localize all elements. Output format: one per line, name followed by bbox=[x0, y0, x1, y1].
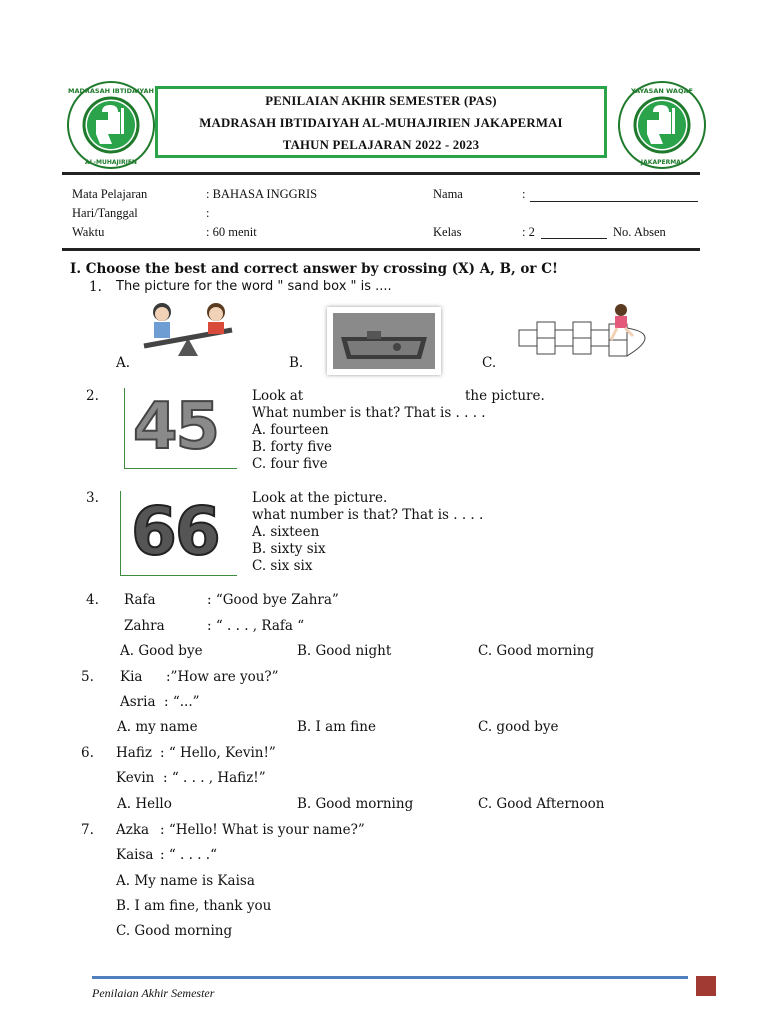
subject-label: Mata Pelajaran bbox=[72, 187, 148, 201]
q1-option-b[interactable]: B. bbox=[289, 355, 304, 371]
q5-option-a[interactable]: A. my name bbox=[117, 719, 198, 735]
class-value: : 2 bbox=[522, 225, 535, 239]
q3-image-number: 66 bbox=[131, 493, 219, 570]
q7-speaker2: Kaisa bbox=[116, 847, 154, 863]
q5-dialog2: : “...” bbox=[164, 694, 200, 710]
q5-speaker1: Kia bbox=[120, 669, 143, 685]
q3-option-c[interactable]: C. six six bbox=[252, 558, 313, 574]
footer-box bbox=[696, 976, 716, 996]
q4-dialog1: : “Good bye Zahra” bbox=[207, 592, 339, 608]
q7-dialog1: : “Hello! What is your name?” bbox=[160, 822, 365, 838]
hopscotch-girl-icon bbox=[513, 300, 673, 368]
madrasah-logo-icon bbox=[66, 80, 156, 170]
name-blank-line[interactable] bbox=[530, 201, 698, 202]
q6-dialog2: : “ . . . , Hafiz!” bbox=[163, 770, 266, 786]
q7-option-c[interactable]: C. Good morning bbox=[116, 923, 233, 939]
name-value: : bbox=[522, 187, 526, 201]
header-line-2: MADRASAH IBTIDAIYAH AL-MUHAJIRIEN JAKAPERMAI bbox=[199, 116, 563, 130]
q7-dialog2: : “ . . . .“ bbox=[160, 847, 217, 863]
q4-speaker2: Zahra bbox=[124, 618, 165, 634]
q5-option-b[interactable]: B. I am fine bbox=[297, 719, 376, 735]
q4-speaker1: Rafa bbox=[124, 592, 156, 608]
subject-value: : BAHASA INGGRIS bbox=[206, 187, 318, 201]
q2-line1a: Look at bbox=[252, 388, 304, 404]
q6-speaker2: Kevin bbox=[116, 770, 155, 786]
absen-label: No. Absen bbox=[613, 225, 666, 239]
q4-number: 4. bbox=[86, 592, 99, 608]
q6-speaker1: Hafiz bbox=[116, 745, 152, 761]
q5-dialog1: :”How are you?” bbox=[166, 669, 279, 685]
q2-number-picture bbox=[124, 388, 237, 469]
q2-option-b[interactable]: B. forty five bbox=[252, 439, 333, 455]
footer-line bbox=[92, 976, 688, 979]
q6-option-b[interactable]: B. Good morning bbox=[297, 796, 414, 812]
q2-question: What number is that? That is . . . . bbox=[252, 405, 486, 421]
q3-line1: Look at the picture. bbox=[252, 490, 388, 506]
seesaw-kids-icon bbox=[138, 298, 238, 362]
left-logo bbox=[66, 80, 156, 174]
footer-text: Penilaian Akhir Semester bbox=[92, 986, 215, 1000]
q6-dialog1: : “ Hello, Kevin!” bbox=[160, 745, 276, 761]
q7-option-a[interactable]: A. My name is Kaisa bbox=[116, 873, 255, 889]
q3-number-picture bbox=[120, 491, 237, 576]
right-logo bbox=[617, 80, 707, 174]
q3-question: what number is that? That is . . . . bbox=[252, 507, 484, 523]
header-line-3: TAHUN PELAJARAN 2022 - 2023 bbox=[282, 138, 480, 152]
q2-option-a[interactable]: A. fourteen bbox=[252, 422, 329, 438]
q5-number: 5. bbox=[81, 669, 94, 685]
svg-text:AL-MUHAJIRIEN: AL-MUHAJIRIEN bbox=[85, 159, 137, 166]
q1-option-a[interactable]: A. bbox=[116, 355, 131, 371]
svg-text:YAYASAN WAQAF: YAYASAN WAQAF bbox=[631, 87, 693, 95]
q3-option-a[interactable]: A. sixteen bbox=[252, 524, 320, 540]
sandbox-picture bbox=[327, 307, 441, 375]
time-value: : 60 menit bbox=[206, 225, 257, 239]
day-label: Hari/Tanggal bbox=[72, 206, 138, 220]
name-label: Nama bbox=[433, 187, 463, 201]
q7-speaker1: Azka bbox=[116, 822, 150, 838]
yayasan-logo-icon bbox=[617, 80, 707, 170]
q1-number: 1. bbox=[89, 279, 102, 295]
svg-text:MADRASAH IBTIDAIYAH: MADRASAH IBTIDAIYAH bbox=[68, 87, 154, 95]
q4-option-a[interactable]: A. Good bye bbox=[120, 643, 203, 659]
q3-option-b[interactable]: B. sixty six bbox=[252, 541, 326, 557]
q6-option-a[interactable]: A. Hello bbox=[117, 796, 172, 812]
q7-option-b[interactable]: B. I am fine, thank you bbox=[116, 898, 272, 914]
day-value: : bbox=[206, 206, 210, 220]
q5-option-c[interactable]: C. good bye bbox=[478, 719, 559, 735]
q5-speaker2: Asria bbox=[120, 694, 156, 710]
q2-image-number: 45 bbox=[133, 390, 219, 464]
q2-line1b: the picture. bbox=[465, 388, 545, 404]
info-rule bbox=[62, 248, 700, 251]
sandbox-icon bbox=[327, 307, 441, 375]
q3-number: 3. bbox=[86, 490, 99, 506]
q7-number: 7. bbox=[81, 822, 94, 838]
header-box bbox=[155, 86, 607, 158]
section-title: I. Choose the best and correct answer by crossing (X) A, B, or C! bbox=[70, 261, 558, 277]
q6-option-c[interactable]: C. Good Afternoon bbox=[478, 796, 605, 812]
q2-option-c[interactable]: C. four five bbox=[252, 456, 328, 472]
q2-number: 2. bbox=[86, 388, 99, 404]
q4-dialog2: : “ . . . , Rafa “ bbox=[207, 618, 305, 634]
q4-option-c[interactable]: C. Good morning bbox=[478, 643, 595, 659]
q1-text: The picture for the word " sand box " is .... bbox=[116, 279, 392, 294]
svg-text:JAKAPERMAI: JAKAPERMAI bbox=[640, 159, 684, 166]
q1-option-c[interactable]: C. bbox=[482, 355, 497, 371]
header-line-1: PENILAIAN AKHIR SEMESTER (PAS) bbox=[265, 94, 497, 108]
q4-option-b[interactable]: B. Good night bbox=[297, 643, 392, 659]
header-rule bbox=[62, 172, 700, 175]
q6-number: 6. bbox=[81, 745, 94, 761]
time-label: Waktu bbox=[72, 225, 105, 239]
class-label: Kelas bbox=[433, 225, 462, 239]
class-blank-line[interactable] bbox=[541, 238, 607, 239]
